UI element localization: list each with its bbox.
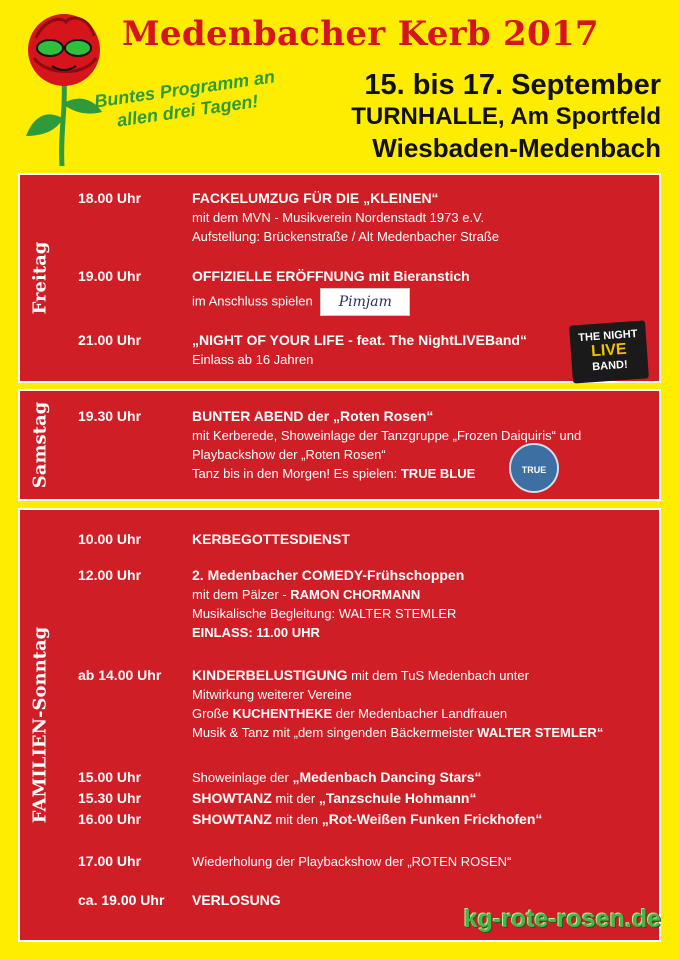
event-title: KERBEGOTTESDIENST — [192, 531, 350, 547]
event-detail: mit dem MVN - Musikverein Nordenstadt 1973 e.V. — [192, 210, 485, 225]
true-blue-logo: TRUE — [509, 443, 559, 493]
event-detail: Tanz bis in den Morgen! Es spielen: — [192, 466, 398, 481]
day-label-saturday: Samstag — [29, 401, 51, 489]
website-link[interactable]: kg-rote-rosen.de — [463, 905, 661, 933]
event-title: FACKELUMZUG FÜR DIE „KLEINEN“ — [192, 190, 439, 206]
event-title: SHOWTANZ — [192, 790, 272, 806]
event-title: BUNTER ABEND der „Roten Rosen“ — [192, 408, 434, 424]
event-time: 12.00 Uhr — [78, 567, 142, 583]
tagline: Buntes Programm an allen drei Tagen! — [93, 66, 277, 131]
rose-mascot-icon — [14, 8, 114, 168]
event-title: „Medenbach Dancing Stars“ — [292, 769, 482, 785]
event-time: 15.00 Uhr — [78, 769, 142, 785]
event-detail: Mitwirkung weiterer Vereine — [192, 687, 352, 702]
event-detail: mit dem Pälzer - — [192, 587, 287, 602]
event-time: ab 14.00 Uhr — [78, 667, 162, 683]
performer-name: RAMON CHORMANN — [290, 587, 421, 602]
event-time: 10.00 Uhr — [78, 531, 142, 547]
event-detail: mit dem TuS Medenbach unter — [347, 668, 529, 683]
pimjam-logo: Pimjam — [320, 288, 410, 316]
event-time: 16.00 Uhr — [78, 811, 142, 827]
event-time: ca. 19.00 Uhr — [78, 892, 165, 908]
event-title: VERLOSUNG — [192, 892, 281, 908]
event-venue: TURNHALLE, Am Sportfeld — [351, 103, 661, 130]
page-title: Medenbacher Kerb 2017 — [122, 14, 599, 54]
event-detail: Playbackshow der „Roten Rosen“ — [192, 447, 386, 462]
saturday-panel — [18, 389, 661, 501]
event-detail: Einlass ab 16 Jahren — [192, 352, 314, 367]
event-title: „NIGHT OF YOUR LIFE - feat. The NightLIVEBand“ — [192, 332, 527, 348]
event-detail: im Anschluss spielen — [192, 293, 313, 309]
friday-panel — [18, 173, 661, 383]
event-time: 18.00 Uhr — [78, 190, 142, 206]
event-detail: EINLASS: 11.00 UHR — [192, 625, 320, 640]
event-detail: Wiederholung der Playbackshow der „ROTEN ROSEN“ — [192, 854, 512, 869]
event-dates: 15. bis 17. September — [364, 69, 661, 101]
event-detail: Musikalische Begleitung: WALTER STEMLER — [192, 606, 457, 621]
event-title: KINDERBELUSTIGUNG — [192, 667, 348, 683]
event-title: OFFIZIELLE ERÖFFNUNG mit Bieranstich — [192, 268, 470, 284]
day-label-sunday: FAMILIEN-Sonntag — [29, 626, 51, 824]
event-time: 15.30 Uhr — [78, 790, 142, 806]
event-detail: mit Kerberede, Showeinlage der Tanzgruppe „Frozen Daiquiris“ und — [192, 428, 582, 443]
event-city: Wiesbaden-Medenbach — [372, 133, 661, 163]
event-time: 17.00 Uhr — [78, 853, 142, 869]
event-time: 19.30 Uhr — [78, 408, 142, 424]
band-name: TRUE BLUE — [400, 466, 476, 481]
day-label-friday: Freitag — [29, 241, 51, 315]
sunday-panel: FAMILIEN-Sonntag 10.00 Uhr KERBEGOTTESDIENST 12.00 Uhr 2. Medenbacher COMEDY-Frühschoppen mit dem Pälzer - RAMON CHORMANN Musikalische Begleitung: WALTER STEMLER EINLASS: 11.00 UHR ab 14.00 Uhr KINDERBELUSTIGUNG mit dem TuS Medenbach unter Mitwirkung weiterer Vereine Große KUCHENTHEKE der Medenbacher Landfrauen Musik & Tanz mit „dem singenden Bäckermeister WALTER STEMLER“ 15.00 Uhr Showeinlage der „Medenbach Dancing Stars“ 15.30 Uhr SHOWTANZ mit der „Tanzschule Hohmann“ 16.00 Uhr SHOWTANZ mit den „Rot-Weißen Funken Frickhofen“ 17.00 Uhr Wiederholung der Playbackshow der „ROTEN ROSEN“ ca. 19.00 Uhr VERLOSUNG — [18, 508, 661, 942]
night-live-band-logo: THE NIGHT LIVE BAND! — [569, 320, 649, 383]
event-time: 19.00 Uhr — [78, 268, 142, 284]
event-info — [351, 68, 661, 164]
event-title: 2. Medenbacher COMEDY-Frühschoppen — [192, 567, 465, 583]
event-time: 21.00 Uhr — [78, 332, 142, 348]
event-detail: Aufstellung: Brückenstraße / Alt Medenbacher Straße — [192, 229, 500, 244]
event-title: SHOWTANZ — [192, 811, 272, 827]
